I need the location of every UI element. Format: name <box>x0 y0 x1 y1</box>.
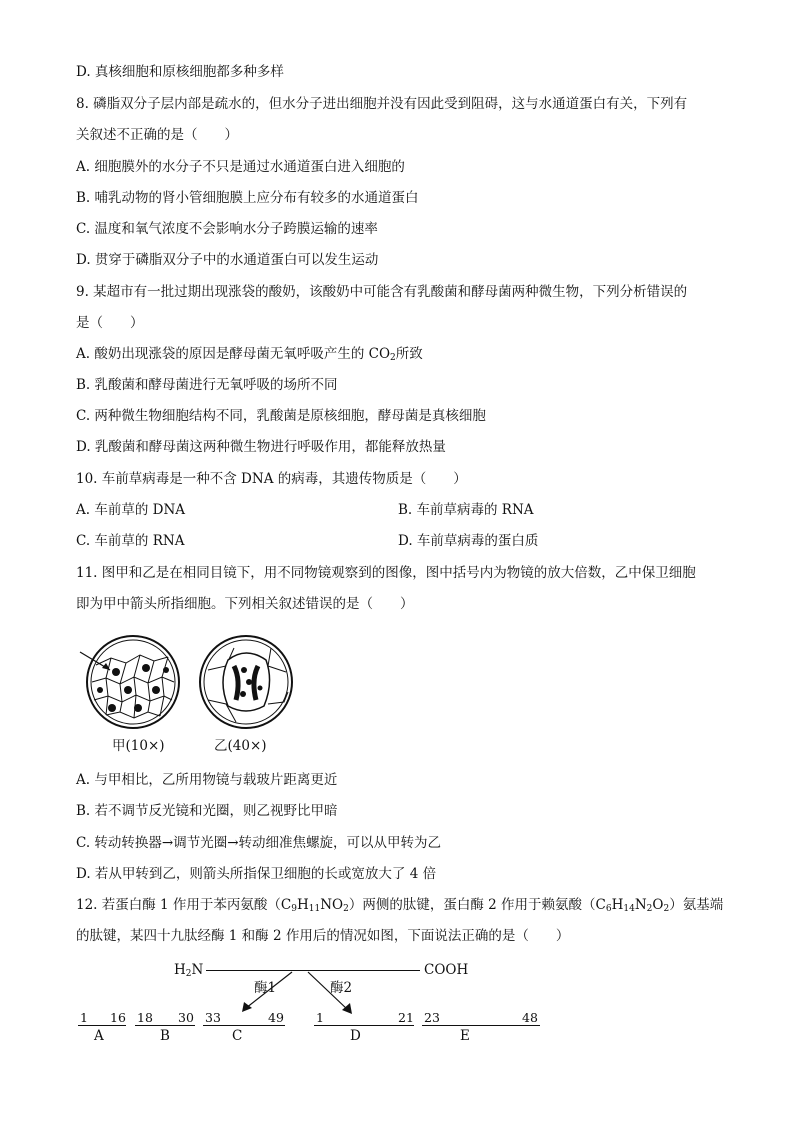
q11-option-a: A. 与甲相比，乙所用物镜与载玻片距离更近 <box>76 772 338 788</box>
q10-option-b: B. 车前草病毒的 RNA <box>398 502 534 518</box>
q8-option-c: C. 温度和氧气浓度不会影响水分子跨膜运输的速率 <box>76 221 378 237</box>
fragment-d-label: D <box>350 1028 361 1044</box>
enzyme-arrows <box>230 968 370 1018</box>
figure-caption-jia: 甲(10×) <box>112 738 165 754</box>
h2n-label: $H_2N$ <box>174 962 204 979</box>
q9-stem-line1: 9. 某超市有一批过期出现涨袋的酸奶，该酸奶中可能含有乳酸菌和酵母菌两种微生物，下列分析错误的 <box>76 284 688 300</box>
fragment-d-start: 1 <box>316 1010 324 1025</box>
fragment-c-start: 33 <box>205 1010 221 1025</box>
fragment-e-label: E <box>460 1028 470 1044</box>
fragment-a-line <box>78 1025 126 1026</box>
fragment-b-start: 18 <box>137 1010 153 1025</box>
fragment-e-end: 48 <box>522 1010 538 1025</box>
q9-option-a: A. 酸奶出现涨袋的原因是酵母菌无氧呼吸产生的 $CO_2$所致 <box>76 346 423 363</box>
fragment-c-end: 49 <box>268 1010 284 1025</box>
fragment-c-label: C <box>232 1028 243 1044</box>
q11-stem-line2: 即为甲中箭头所指细胞。下列相关叙述错误的是（ ） <box>76 596 414 612</box>
field-yi-icon <box>200 636 292 728</box>
fragment-a-start: 1 <box>80 1010 88 1025</box>
fragment-d-line <box>314 1025 414 1026</box>
fragment-b-end: 30 <box>178 1010 194 1025</box>
arrow-enzyme1-icon <box>242 972 292 1012</box>
q11-stem-line1: 11. 图甲和乙是在相同目镜下，用不同物镜观察到的图像，图中括号内为物镜的放大倍数，乙中保卫细胞 <box>76 565 696 581</box>
q11-option-d: D. 若从甲转到乙，则箭头所指保卫细胞的长或宽放大了 4 倍 <box>76 866 437 882</box>
fragment-b-line <box>135 1025 195 1026</box>
q9-option-b: B. 乳酸菌和酵母菌进行无氧呼吸的场所不同 <box>76 377 338 393</box>
fragment-d-end: 21 <box>398 1010 414 1025</box>
q9-option-d: D. 乳酸菌和酵母菌这两种微生物进行呼吸作用，都能释放热量 <box>76 439 446 455</box>
figure-caption-yi: 乙(40×) <box>214 738 267 754</box>
fragment-c-line <box>203 1025 285 1026</box>
q11-option-b: B. 若不调节反光镜和光圈，则乙视野比甲暗 <box>76 803 338 819</box>
fragment-a-end: 16 <box>110 1010 126 1025</box>
fragment-e-start: 23 <box>424 1010 440 1025</box>
q11-option-c: C. 转动转换器→调节光圈→转动细准焦螺旋，可以从甲转为乙 <box>76 835 442 851</box>
q9-stem-line2: 是（ ） <box>76 315 144 331</box>
fragment-e-line <box>422 1025 540 1026</box>
q10-stem: 10. 车前草病毒是一种不含 DNA 的病毒，其遗传物质是（ ） <box>76 471 467 487</box>
q10-option-c: C. 车前草的 RNA <box>76 533 185 549</box>
q8-stem-line1: 8. 磷脂双分子层内部是疏水的，但水分子进出细胞并没有因此受到阻碍，这与水通道蛋白有关，下列有 <box>76 96 688 112</box>
enzyme1-label: 酶1 <box>254 980 277 996</box>
fragment-b-label: B <box>160 1028 170 1044</box>
q10-option-a: A. 车前草的 DNA <box>76 502 186 518</box>
q7-option-d: D. 真核细胞和原核细胞都多种多样 <box>76 64 284 80</box>
cooh-label: COOH <box>424 962 469 978</box>
q10-option-d: D. 车前草病毒的蛋白质 <box>398 533 539 549</box>
q9-option-c: C. 两种微生物细胞结构不同，乳酸菌是原核细胞，酵母菌是真核细胞 <box>76 408 486 424</box>
fragment-a-label: A <box>94 1028 104 1044</box>
enzyme2-label: 酶2 <box>330 980 353 996</box>
q8-option-a: A. 细胞膜外的水分子不只是通过水通道蛋白进入细胞的 <box>76 159 405 175</box>
q12-stem-line1: 12. 若蛋白酶 1 作用于苯丙氨酸$(C_9H_{11}NO_2)$两侧的肽键，蛋白酶 2 作用于赖氨酸$(C_6H_{14}N_2O_2)$氨基端 <box>76 897 724 914</box>
q8-option-b: B. 哺乳动物的肾小管细胞膜上应分布有较多的水通道蛋白 <box>76 190 419 206</box>
arrow-enzyme2-icon <box>308 972 352 1014</box>
microscope-figure <box>76 630 306 730</box>
field-jia-icon <box>80 636 179 728</box>
q8-stem-line2: 关叙述不正确的是（ ） <box>76 127 238 143</box>
q12-stem-line2: 的肽键，某四十九肽经酶 1 和酶 2 作用后的情况如图，下面说法正确的是（ ） <box>76 928 570 944</box>
q8-option-d: D. 贯穿于磷脂双分子中的水通道蛋白可以发生运动 <box>76 252 379 268</box>
